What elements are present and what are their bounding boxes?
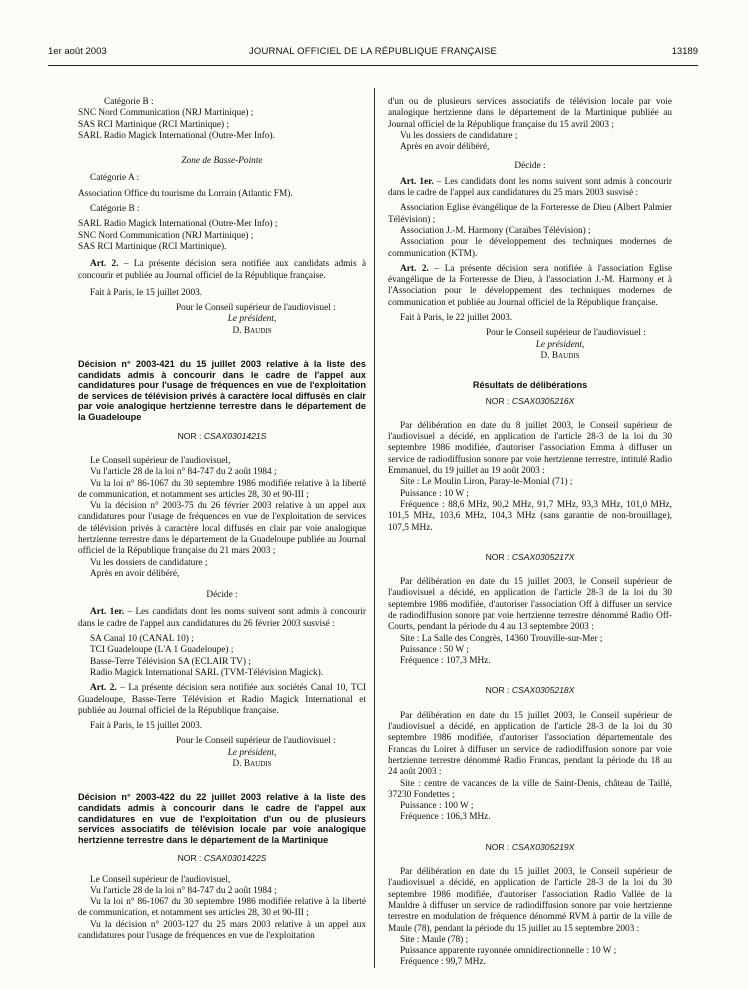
list-item: SARL Radio Magick International (Outre-Mer Info). [78, 130, 275, 141]
list-item: Association Eglise évangélique de la Forteresse de Dieu (Albert Palmier Télévision) ; [388, 203, 672, 225]
site-line: Site : Maule (78) ; [400, 934, 469, 945]
power-line: Puissance : 10 W ; [400, 488, 469, 499]
nor-reference: NOR : CSAX0305217X [485, 551, 575, 562]
header-journal-title: JOURNAL OFFICIEL DE LA RÉPUBLIQUE FRANÇAISE [248, 46, 498, 57]
paragraph: Vu l'article 28 de la loi n° 84-747 du 2 août 1984 ; [90, 467, 277, 478]
header-rule [48, 65, 698, 66]
paragraph: Par délibération en date du 15 juillet 2003, le Conseil supérieur de l'audiovisuel a décidé, en application de l'article 28-3 de la loi du 30 septembre 1986 modifiée, d'autoriser l'association Radio Vallée de la Mauldre à diffuser un service de radiodiffusion sonore par voie hertzienne terrestre en modulation de fréquence dénommé RVM à partir de la ville de Maule (78), pendant la période du 15 juillet au 15 septembre 2003 : [388, 867, 672, 934]
signature-name: D. Baudis [232, 325, 272, 336]
power-line: Puissance apparente rayonnée omnidirectionnelle : 10 W ; [400, 946, 617, 957]
paragraph: Vu les dossiers de candidature ; [90, 557, 208, 568]
category-b-block [78, 97, 366, 108]
signature-title: Le président, [227, 747, 277, 758]
signature-title: Le président, [227, 314, 277, 325]
power-line: Puissance : 50 W ; [400, 644, 469, 655]
frequency-line: Fréquence : 106,3 MHz. [400, 812, 491, 823]
signature-title: Le président, [535, 339, 585, 350]
article-1: Art. 1er. – Les candidats dont les noms suivent sont admis à concourir dans le cadre de l'appel aux candidatures du 26 février 2003 susvisé : [78, 607, 366, 629]
left-column [78, 97, 366, 942]
nor-reference: NOR : CSAX0305219X [485, 841, 575, 852]
frequency-line: Fréquence : 99,7 MHz. [400, 957, 486, 968]
list-item: SA Canal 10 (CANAL 10) ; [90, 634, 194, 645]
page-header [48, 46, 698, 62]
site-line: Site : La Salle des Congrès, 14360 Trouville-sur-Mer ; [400, 633, 603, 644]
list-item: SARL Radio Magick International (Outre-Mer Info) ; [78, 219, 278, 230]
frequency-line: Fréquence : 107,3 MHz. [400, 656, 491, 667]
frequency-line: Fréquence : 88,6 MHz, 90,2 MHz, 91,7 MHz, 93,3 MHz, 101,0 MHz, 101,5 MHz, 103,6 MHz, 104,3 MHz (sans garantie de non-brouillage), 107,5 MHz. [388, 499, 672, 533]
list-item: SAS RCI Martinique (RCI Martinique) ; [78, 119, 230, 130]
article-2: Art. 2. – La présente décision sera notifiée aux candidats admis à concourir et publiée au Journal officiel de la République française. [78, 259, 366, 281]
site-line: Site : Le Moulin Liron, Paray-le-Monial (71) ; [400, 477, 573, 488]
list-item: Radio Magick International SARL (TVM-Télévision Magick). [90, 667, 324, 678]
signature-date: Fait à Paris, le 15 juillet 2003. [90, 287, 203, 298]
paragraph: Le Conseil supérieur de l'audiovisuel, [90, 874, 231, 885]
list-item: Association J.-M. Harmony (Caraïbes Télévision) ; [400, 225, 591, 236]
list-item: SNC Nord Communication (NRJ Martinique) ; [78, 230, 254, 241]
zone-heading: Zone de Basse-Pointe [181, 156, 263, 167]
nor-reference: NOR : CSAX0301422S [177, 853, 267, 864]
decision-heading: Décision n° 2003-422 du 22 juillet 2003 relative à la liste des candidats admis à concourir dans le cadre de l'appel aux candidatures en vue de l'exploitation d'un ou de plusieurs services associatifs de télévision locale par voie analogique hertzienne terrestre dans le département de la Martinique [78, 792, 366, 845]
nor-reference: NOR : CSAX0301421S [177, 430, 267, 441]
paragraph: Par délibération en date du 15 juillet 2003, le Conseil supérieur de l'audiovisuel a décidé, en application de l'article 28-3 de la loi du 30 septembre 1986 modifiée, d'autoriser l'association départementale des Francas du Loiret à diffuser un service de radiodiffusion sonore par voie hertzienne terrestre dénommé Radio Francas, pendant la période du 18 au 24 août 2003 : [388, 710, 672, 778]
article-2: Art. 2. – La présente décision sera notifiée à l'association Eglise évangélique de la Forteresse de Dieu, à l'association J.-M. Harmony et à l'Association pour le développement des techniques modernes de communication et publiée au Journal officiel de la République française. [388, 263, 672, 308]
paragraph: Vu la loi n° 86-1067 du 30 septembre 1986 modifiée relative à la liberté de communication, et notamment ses articles 28, 30 et 90-III ; [78, 897, 366, 919]
category-label: Catégorie B : [90, 204, 140, 215]
article-2: Art. 2. – La présente décision sera notifiée aux sociétés Canal 10, TCI Guadeloupe, Basse-Terre Télévision et Radio Magick International et publiée au Journal officiel de la République française. [78, 683, 367, 716]
decision-heading: Décision n° 2003-421 du 15 juillet 2003 relative à la liste des candidats admis à concourir dans le cadre de l'appel aux candidatures pour l'usage de fréquences en vue de l'exploitation de services de télévision privés à caractère local diffusés en clair par voie analogique hertzienne terrestre dans le département de la Guadeloupe [78, 359, 366, 423]
site-line: Site : centre de vacances de la ville de Saint-Denis, château de Taillé, 37230 Fondettes ; [388, 778, 672, 800]
signature-date: Fait à Paris, le 15 juillet 2003. [90, 721, 203, 732]
nor-reference: NOR : CSAX0305216X [485, 395, 575, 406]
paragraph: Après en avoir délibéré, [90, 568, 180, 579]
list-item: TCI Guadeloupe (L'A 1 Guadeloupe) ; [90, 645, 234, 656]
category-label: Catégorie B : [104, 97, 154, 107]
paragraph: d'un ou de plusieurs services associatifs de télévision locale par voie analogique hertzienne dans le département de la Martinique publiée au Journal officiel de la République française du 15 avril 2003 ; [388, 97, 672, 130]
paragraph: Vu la loi n° 86-1067 du 30 septembre 1986 modifiée relative à la liberté de communication, et notamment ses articles 28, 30 et 90-III ; [78, 478, 366, 500]
article-1: Art. 1er. – Les candidats dont les noms suivent sont admis à concourir dans le cadre de l'appel aux candidatures du 25 mars 2003 susvisé : [388, 176, 672, 199]
paragraph: Vu la décision n° 2003-127 du 25 mars 2003 relative à un appel aux candidatures pour l'usage de fréquences en vue de l'exploitation [78, 919, 366, 942]
header-page-number: 13189 [671, 46, 698, 57]
category-label: Catégorie A : [90, 173, 140, 184]
paragraph: Vu les dossiers de candidature ; [400, 130, 518, 141]
signature-line: Pour le Conseil supérieur de l'audiovisuel : [176, 736, 336, 747]
results-heading: Résultats de délibérations [472, 380, 588, 391]
right-column [388, 97, 672, 969]
power-line: Puissance : 100 W ; [400, 801, 474, 812]
signature-line: Pour le Conseil supérieur de l'audiovisuel : [486, 328, 646, 339]
decide-label: Décide : [514, 161, 546, 172]
signature-line: Pour le Conseil supérieur de l'audiovisuel : [176, 303, 336, 314]
paragraph: Le Conseil supérieur de l'audiovisuel, [90, 455, 231, 466]
paragraph: Par délibération en date du 15 juillet 2003, le Conseil supérieur de l'audiovisuel a décidé, en application de l'article 28-3 de la loi du 30 septembre 1986 modifiée, d'autoriser l'association Off à diffuser un service de radiodiffusion sonore par voie hertzienne terrestre dénommé Radio Off-Courts, pendant la période du 4 au 13 septembre 2003 : [388, 577, 672, 633]
column-rule [374, 88, 375, 968]
paragraph: Par délibération en date du 8 juillet 2003, le Conseil supérieur de l'audiovisuel a décidé, en application de l'article 28-3 de la loi du 30 septembre 1986 modifiée, d'autoriser l'association Emma à diffuser un service de radiodiffusion sonore par voie hertzienne terrestre, intitulé Radio Emmanuel, du 19 juillet au 19 août 2003 : [388, 420, 672, 477]
paragraph: Vu l'article 28 de la loi n° 84-747 du 2 août 1984 ; [90, 885, 277, 896]
signature-name: D. Baudis [540, 350, 580, 361]
signature-name: D. Baudis [232, 759, 272, 770]
header-date: 1er août 2003 [48, 46, 107, 57]
signature-date: Fait à Paris, le 22 juillet 2003. [400, 313, 513, 324]
decide-label: Décide : [206, 590, 238, 601]
list-item: Association pour le développement des techniques modernes de communication (KTM). [388, 237, 672, 259]
paragraph: Après en avoir délibéré, [400, 142, 490, 153]
list-item: SAS RCI Martinique (RCI Martinique). [78, 241, 227, 252]
list-item: SNC Nord Communication (NRJ Martinique) ; [78, 108, 254, 119]
paragraph: Vu la décision n° 2003-75 du 26 février 2003 relative à un appel aux candidatures pour l'usage de fréquences en vue de l'exploitation de services de télévision privés à caractère local diffusés en clair par voie analogique hertzienne terrestre dans le département de la Guadeloupe publiée au Journal officiel de la République française du 21 mars 2003 ; [78, 501, 366, 557]
nor-reference: NOR : CSAX0305218X [485, 685, 575, 696]
list-item: Association Office du tourisme du Lorrain (Atlantic FM). [78, 188, 293, 199]
list-item: Basse-Terre Télévision SA (ECLAIR TV) ; [90, 656, 251, 667]
